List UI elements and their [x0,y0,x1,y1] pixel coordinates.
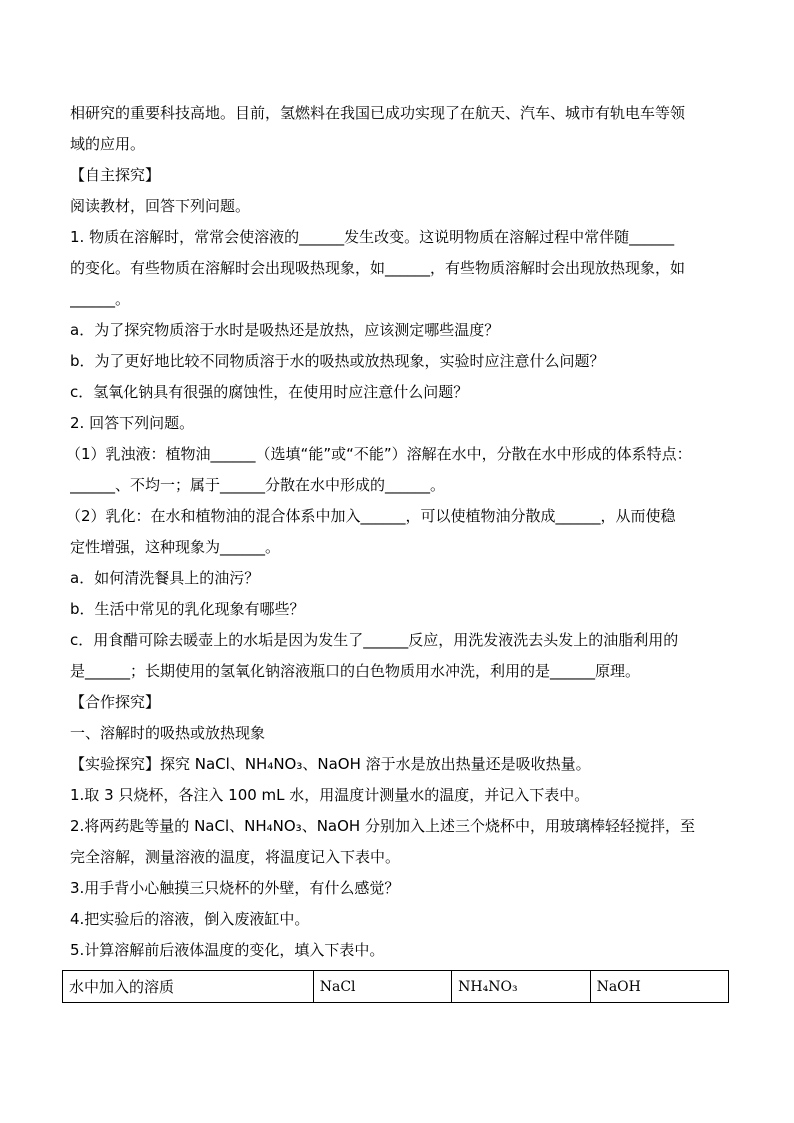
experiment-step-3: 3.用手背小心触摸三只烧杯的外壁，有什么感觉？ [70,879,400,897]
experiment-step-1: 1.取 3 只烧杯，各注入 100 mL 水，用温度计测量水的温度，并记入下表中。 [70,786,590,804]
emulsion-question-line: ______、不均一；属于______分散在水中形成的______。 [70,476,446,494]
text-line: 相研究的重要科技高地。目前，氢燃料在我国已成功实现了在航天、汽车、城市有轨电车等领 [70,104,686,122]
emulsification-question-line: 定性增强，这种现象为______。 [70,538,281,556]
question-1-line: 的变化。有些物质在溶解时会出现吸热现象，如______，有些物质溶解时会出现放热现象，如 [70,259,686,277]
question-2-line: 2. 回答下列问题。 [70,414,195,432]
subsection-heading: 一、溶解时的吸热或放热现象 [70,724,266,742]
sub-question-c: c．氢氧化钠具有很强的腐蚀性，在使用时应注意什么问题？ [70,383,469,401]
section-heading-self-study: 【自主探究】 [70,166,161,184]
section-heading-cooperative: 【合作探究】 [70,693,161,711]
emulsion-question-line: （1）乳浊液：植物油______（选填“能”或“不能”）溶解在水中，分散在水中形成的体系特点： [66,445,692,463]
solute-temperature-table [62,970,729,1003]
sub-question-a: a．为了探究物质溶于水时是吸热还是放热，应该测定哪些温度？ [70,321,500,339]
question-1-line: 1. 物质在溶解时，常常会使溶液的______发生改变。这说明物质在溶解过程中常伴随______ [70,228,675,246]
table-header-cell: NaCl [313,971,451,1003]
sub-question-c: c．用食醋可除去暖壶上的水垢是因为发生了______反应，用洗发液洗去头发上的油脂利用的 [70,631,679,649]
sub-question-a: a．如何清洗餐具上的油污？ [70,569,260,587]
experiment-step-4: 4.把实验后的溶液，倒入废液缸中。 [70,910,310,928]
sub-question-b: b．生活中常见的乳化现象有哪些？ [70,600,305,618]
table-header-cell: NH₄NO₃ [452,971,590,1003]
table-header-cell: 水中加入的溶质 [63,971,314,1003]
worksheet-body [66,98,730,966]
experiment-intro: 【实验探究】探究 NaCl、NH₄NO₃、NaOH 溶于水是放出热量还是吸收热量。 [70,755,591,773]
sub-question-b: b．为了更好地比较不同物质溶于水的吸热或放热现象，实验时应注意什么问题？ [70,352,605,370]
text-line: 域的应用。 [70,135,146,153]
emulsification-question-line: （2）乳化：在水和植物油的混合体系中加入______，可以使植物油分散成______，从而使稳 [66,507,676,525]
sub-question-c: 是______；长期使用的氢氧化钠溶液瓶口的白色物质用水冲洗，利用的是______原理。 [70,662,641,680]
text-line: 阅读教材，回答下列问题。 [70,197,251,215]
table-row [63,971,729,1003]
experiment-step-2: 2.将两药匙等量的 NaCl、NH₄NO₃、NaOH 分别加入上述三个烧杯中，用玻璃棒轻轻搅拌，至 [70,817,695,835]
experiment-step-5: 5.计算溶解前后液体温度的变化，填入下表中。 [70,941,385,959]
question-1-line: ______。 [70,290,131,308]
experiment-step-2: 完全溶解，测量溶液的温度，将温度记入下表中。 [70,848,401,866]
table-header-cell: NaOH [590,971,728,1003]
